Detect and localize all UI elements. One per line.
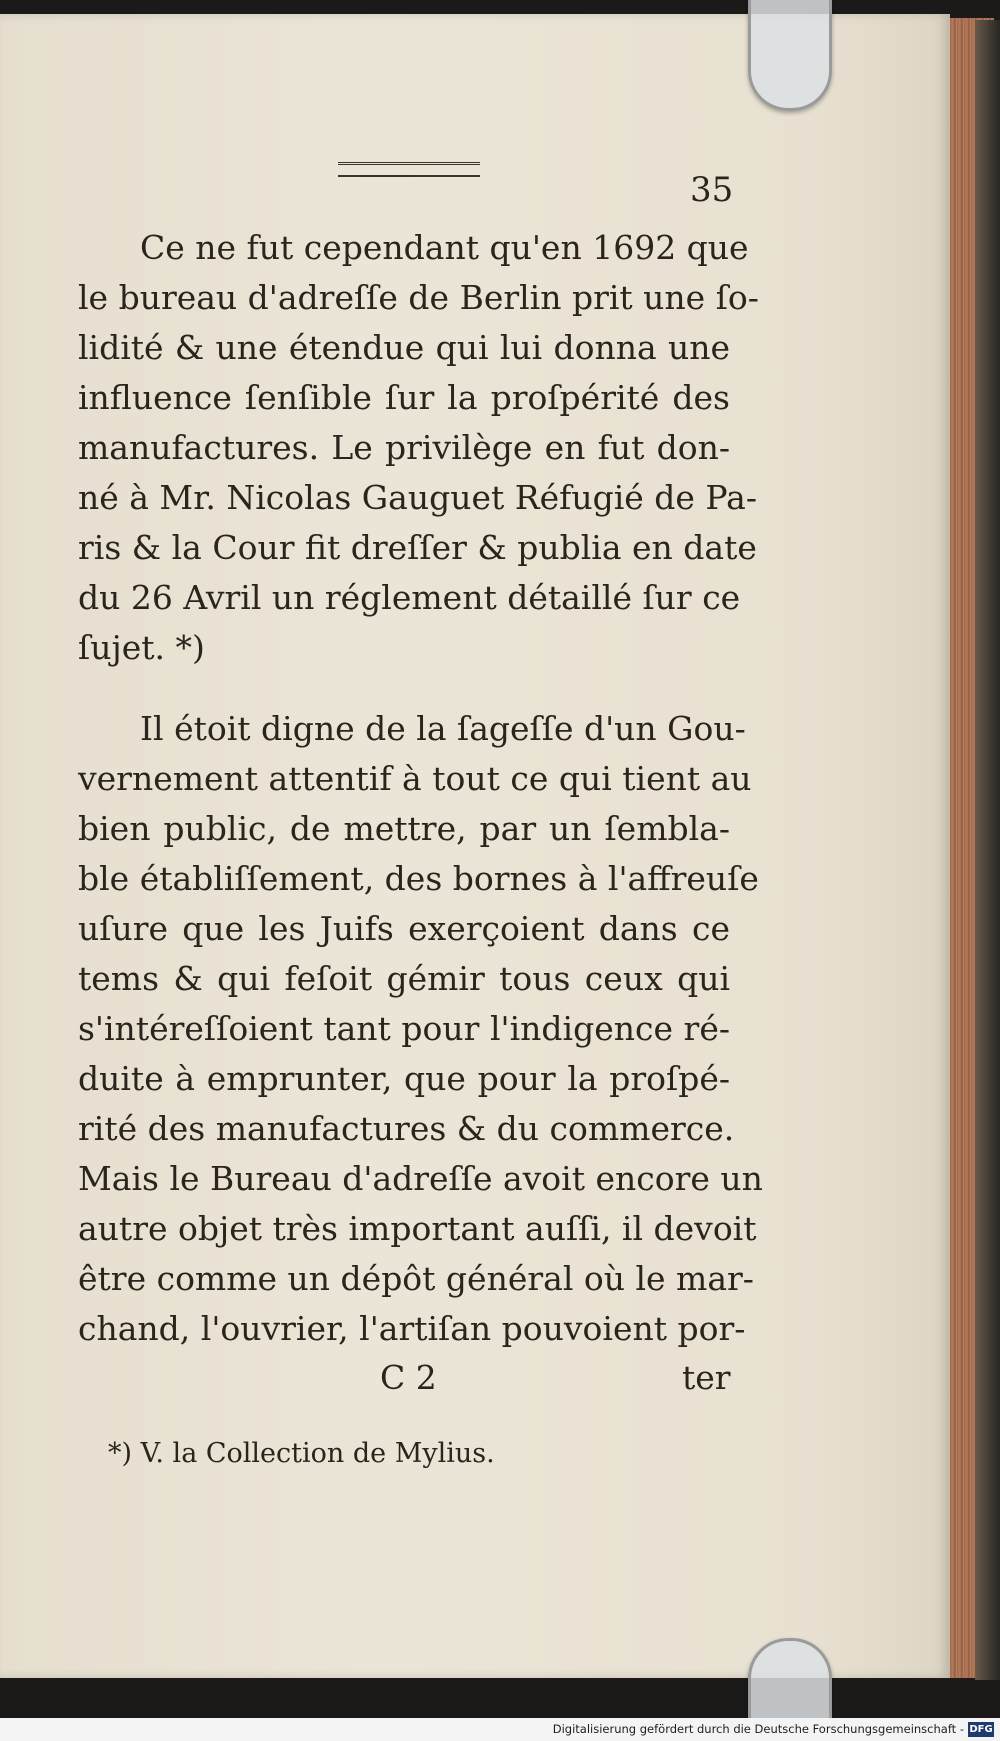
text-line: ble établiſſement, des bornes à l'affreuſe [78, 859, 759, 898]
text-line: Il étoit digne de la ſageſſe d'un Gou- [140, 709, 746, 748]
text-line: manufactures. Le privilège en fut don- [78, 428, 730, 467]
page-number: 35 [690, 170, 734, 210]
text-line: ris & la Cour fit dreſſer & publia en date [78, 528, 757, 567]
page-clip-bottom [748, 1638, 832, 1721]
text-line: né à Mr. Nicolas Gauguet Réfugié de Pa- [78, 478, 757, 517]
text-line: vernement attentif à tout ce qui tient au [78, 759, 752, 798]
text-line: Ce ne fut cependant qu'en 1692 que [140, 228, 749, 267]
text-line: du 26 Avril un réglement détaillé ſur ce [78, 578, 741, 617]
text-line: uſure que les Juifs exerçoient dans ce [78, 909, 730, 948]
text-line: le bureau d'adreſſe de Berlin prit une ſo- [78, 278, 759, 317]
page-clip-top [748, 0, 832, 111]
text-line: duite à emprunter, que pour la proſpé- [78, 1059, 730, 1098]
text-line: tems & qui feſoit gémir tous ceux qui [78, 959, 730, 998]
catchword: ter [682, 1358, 731, 1397]
text-line: être comme un dépôt général où le mar- [78, 1259, 754, 1298]
text-line: chand, l'ouvrier, l'artiſan pouvoient por- [78, 1309, 746, 1348]
footnote: *) V. la Collection de Mylius. [108, 1438, 495, 1469]
text-line: ſujet. *) [78, 628, 205, 667]
funding-credit: Digitalisierung gefördert durch die Deutsche Forschungsgemeinschaft - [552, 1722, 964, 1736]
text-line: s'intéreſſoient tant pour l'indigence ré- [78, 1009, 730, 1048]
text-line: Mais le Bureau d'adreſſe avoit encore un [78, 1159, 763, 1198]
text-line: lidité & une étendue qui lui donna une [78, 328, 730, 367]
book-cover-edge [975, 20, 1000, 1680]
text-line: influence ſenſible ſur la proſpérité des [78, 378, 730, 417]
text-line: bien public, de mettre, par un ſembla- [78, 809, 730, 848]
text-line: autre objet très important auſſi, il devoit [78, 1209, 757, 1248]
dfg-logo-icon: DFG [969, 1724, 993, 1735]
text-line: rité des manufactures & du commerce. [78, 1109, 735, 1148]
header-ornament [338, 162, 480, 177]
signature-mark: C 2 [380, 1358, 437, 1397]
